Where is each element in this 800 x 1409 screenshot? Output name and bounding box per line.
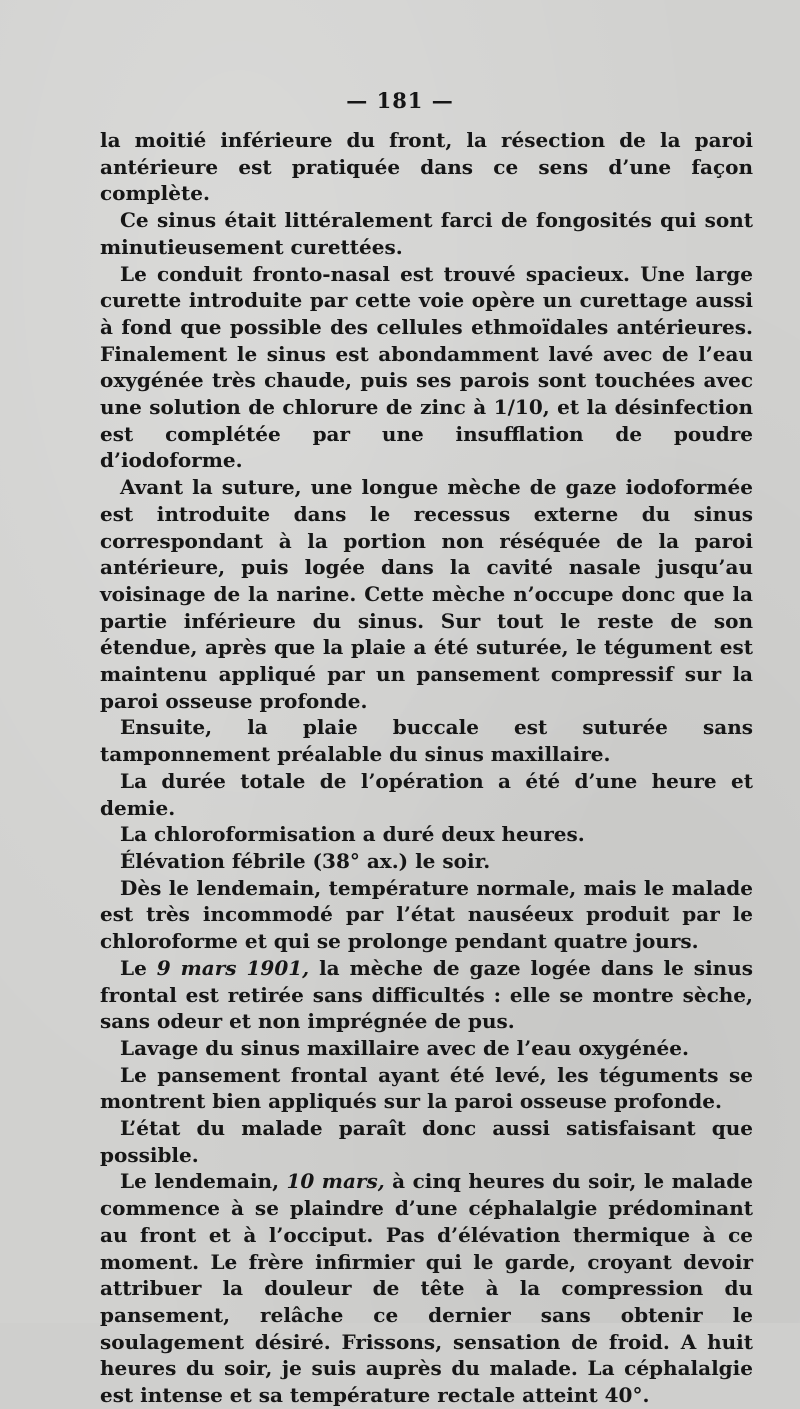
paragraph: L’état du malade paraît donc aussi satisfaisant que possible.	[100, 1116, 753, 1167]
date-text: 10 mars,	[286, 1169, 385, 1194]
page-number: — 181 —	[346, 88, 454, 113]
paragraph: Dès le lendemain, température normale, mais le malade est très incommodé par l’état nauséeux produit par le chloroforme et qui se prolonge pendant quatre jours.	[100, 875, 753, 954]
paragraph: la moitié inférieure du front, la résection de la paroi antérieure est pratiquée dans ce sens d’une façon complète.	[100, 128, 753, 206]
date-text: 9 mars 1901,	[156, 955, 310, 980]
paragraph: Avant la suture, une longue mèche de gaze iodoformée est introduite dans le recessus externe du sinus correspondant à la portion non réséquée de la paroi antérieure, puis logée dans la cavité nasale jusqu’au voisinage de la narine. Cette mèche n’occupe donc que la partie inférieure du sinus. Sur tout le reste de son étendue, après que la plaie a été suturée, le tégument est maintenu appliqué par un pansement compressif sur la paroi osseuse profonde.	[100, 475, 753, 713]
paragraph: Élévation fébrile (38° ax.) le soir.	[120, 848, 491, 873]
paragraph	[100, 1168, 753, 1408]
paragraph: Le pansement frontal ayant été levé, les téguments se montrent bien appliqués sur la paroi osseuse profonde.	[100, 1062, 753, 1114]
paragraph: Lavage du sinus maxillaire avec de l’eau oxygénée.	[120, 1035, 689, 1060]
paragraph	[100, 955, 753, 1035]
body-text	[100, 127, 753, 1409]
paragraph: La durée totale de l’opération a été d’une heure et demie.	[100, 768, 753, 820]
paragraph-text: Le	[120, 955, 157, 980]
paragraph: La chloroformisation a duré deux heures.	[120, 822, 585, 847]
paragraph-text: Le lendemain,	[120, 1169, 287, 1194]
paragraph: Ce sinus était littéralement farci de fongosités qui sont minutieusement curettées.	[100, 208, 753, 259]
paragraph: Le conduit fronto-nasal est trouvé spacieux. Une large curette introduite par cette voie opère un curettage aussi à fond que possible des cellules ethmoïdales antérieures. Finalement le sinus est abondamment lavé avec de l’eau oxygénée très chaude, puis ses parois sont touchées avec une solution de chlorure de zinc à 1/10, et la désinfection est complétée par une insufflation de poudre d’iodoforme.	[100, 261, 753, 473]
paragraph-text: à cinq heures du soir, le malade commence à se plaindre d’une céphalalgie prédominant au front et à l’occiput. Pas d’élévation thermique à ce moment. Le frère infirmier qui le garde, croyant devoir attribuer la douleur de tête à la compression du pansement, relâche ce dernier sans obtenir le soulagement désiré. Frissons, sensation de froid. A huit heures du soir, je suis auprès du malade. La céphalalgie est intense et sa température rectale atteint 40°.	[100, 1169, 753, 1408]
paragraph: Ensuite, la plaie buccale est suturée sans tamponnement préalable du sinus maxillaire.	[100, 715, 753, 767]
paragraph-text: la mèche de gaze logée dans le sinus frontal est retirée sans difficultés : elle se montre sèche, sans odeur et non imprégnée de pus.	[100, 955, 754, 1034]
